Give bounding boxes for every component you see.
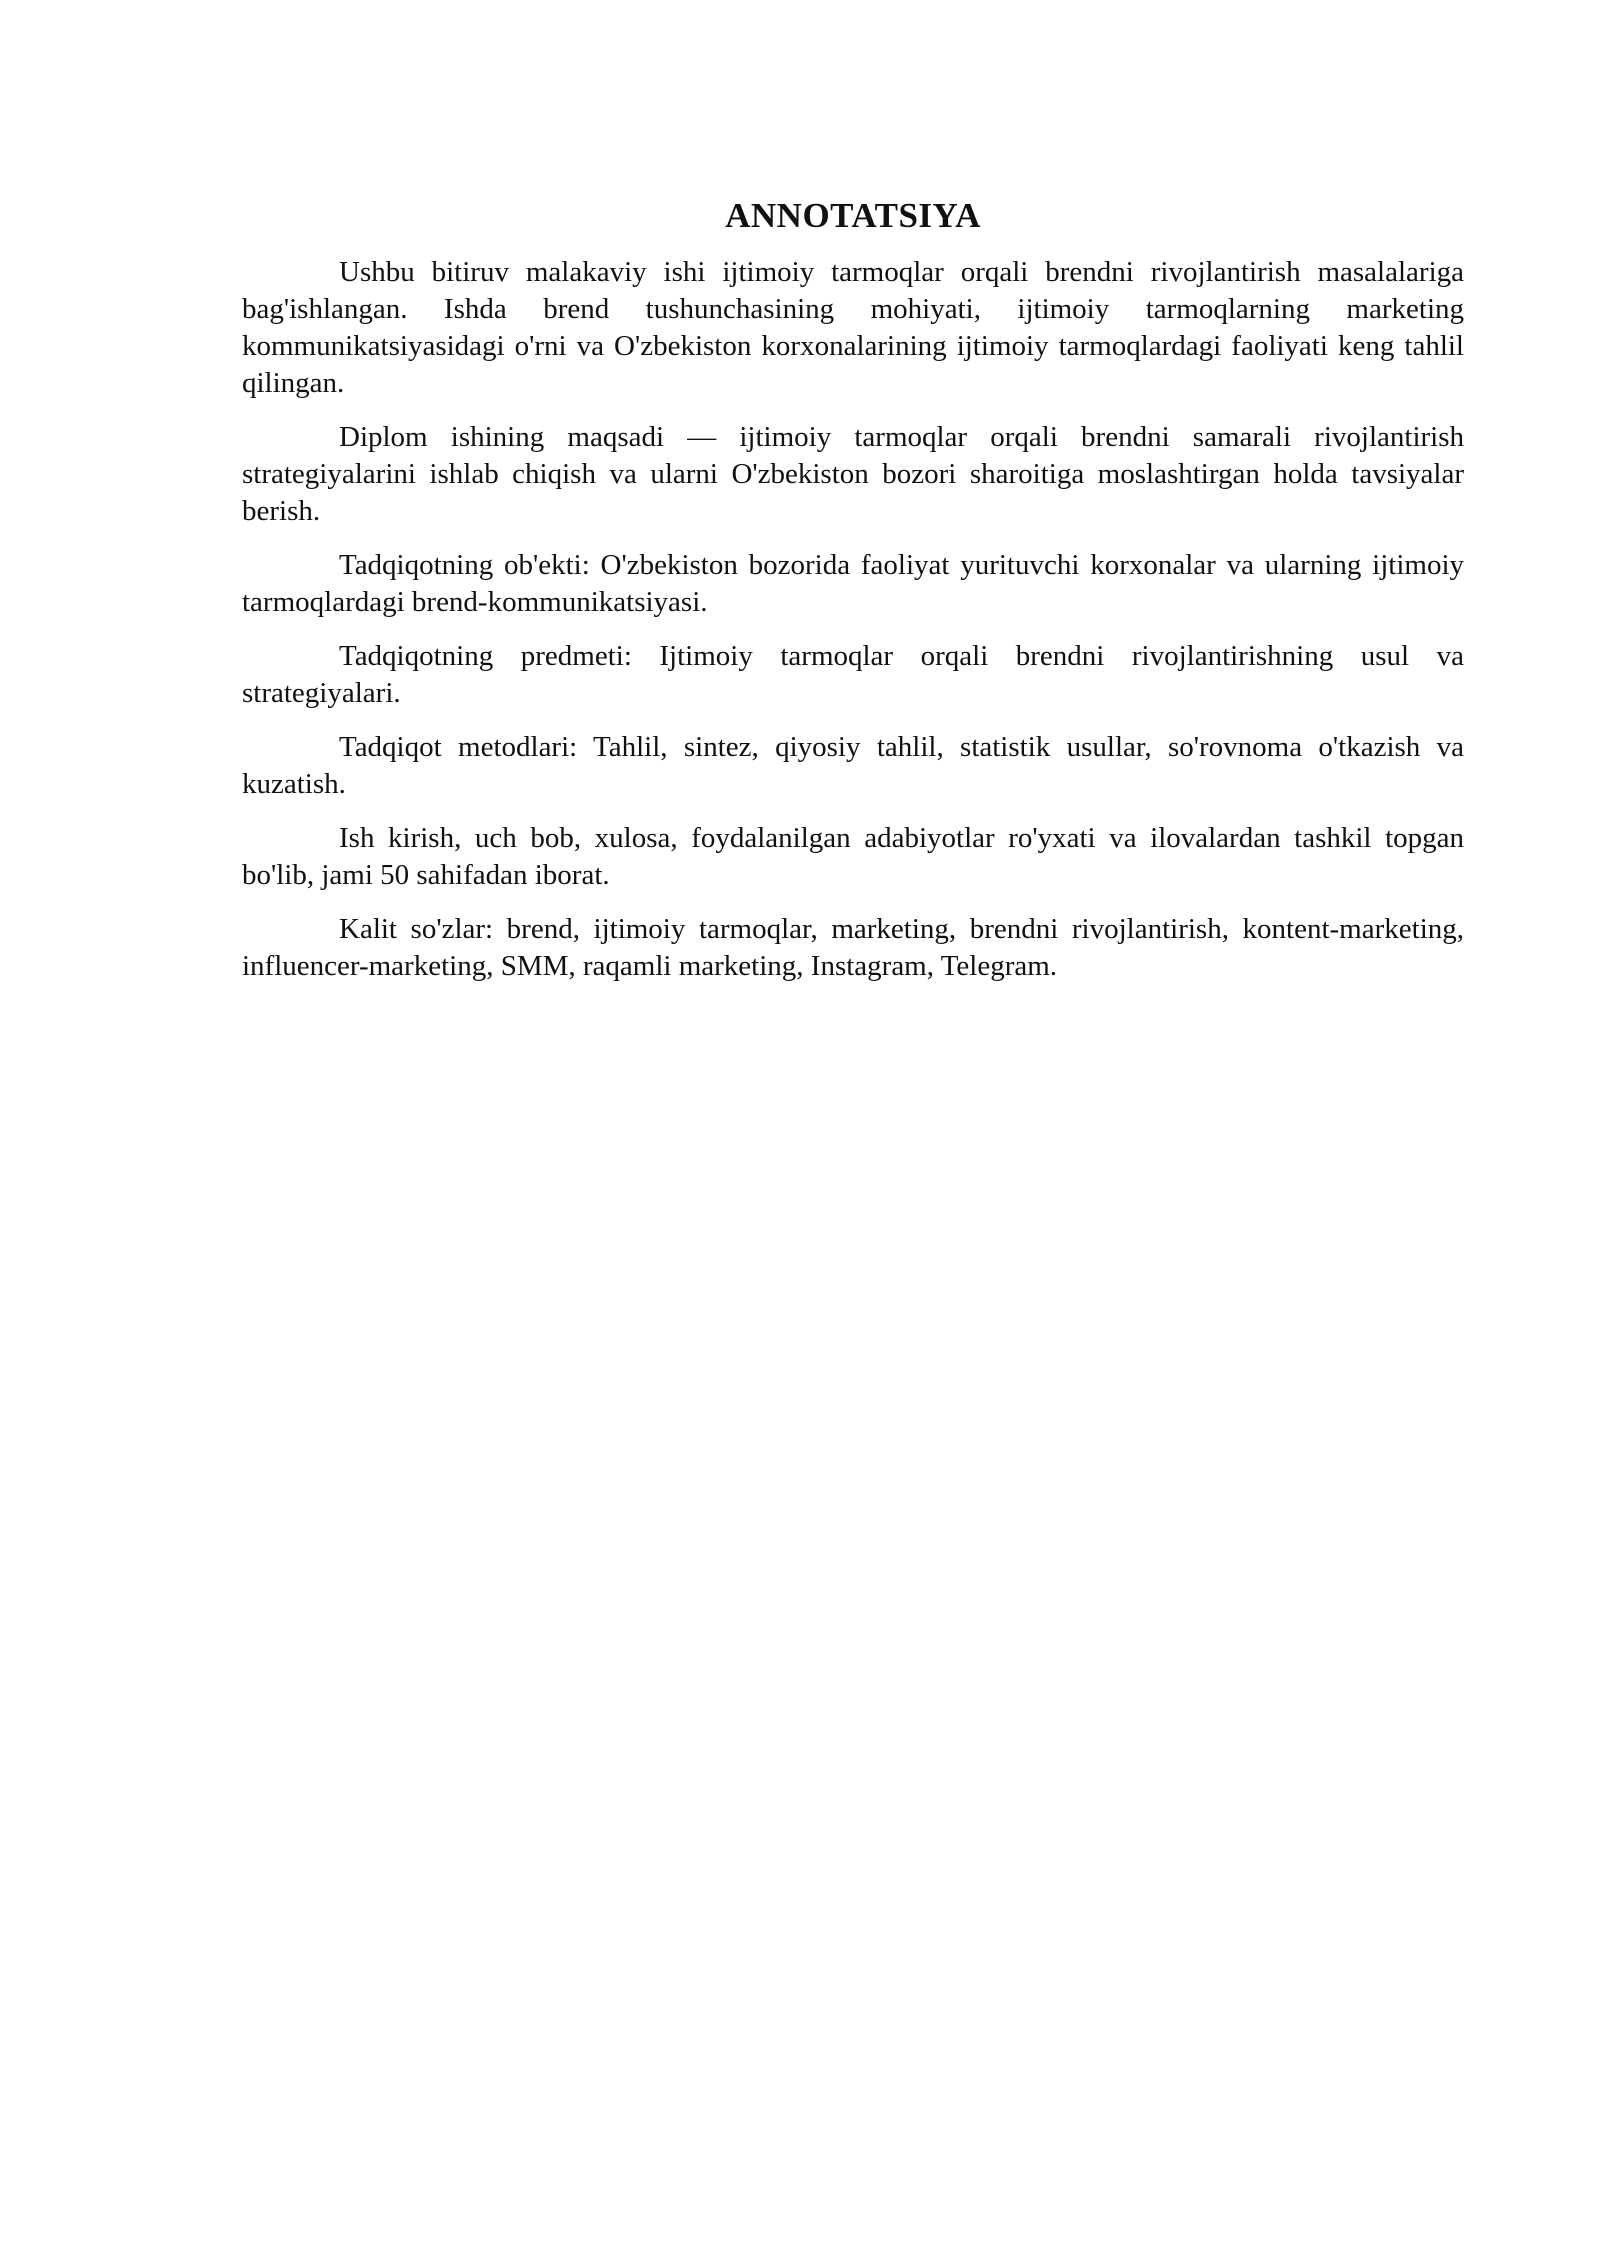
paragraph-goal: Diplom ishining maqsadi — ijtimoiy tarmoqlar orqali brendni samarali rivojlantirish strategiyalarini ishlab chiqish va ularni O'zbekiston bozori sharoitiga moslashtirgan holda tavsiyalar berish. — [242, 421, 1464, 527]
paragraph-keywords: Kalit so'zlar: brend, ijtimoiy tarmoqlar, marketing, brendni rivojlantirish, kontent-marketing, influencer-marketing, SMM, raqamli marketing, Instagram, Telegram. — [242, 913, 1464, 982]
paragraph-object: Tadqiqotning ob'ekti: O'zbekiston bozorida faoliyat yurituvchi korxonalar va ularning ijtimoiy tarmoqlardagi brend-kommunikatsiyasi. — [242, 549, 1464, 618]
paragraph-structure: Ish kirish, uch bob, xulosa, foydalanilgan adabiyotlar ro'yxati va ilovalardan tashkil topgan bo'lib, jami 50 sahifadan iborat. — [242, 822, 1464, 891]
paragraph-methods: Tadqiqot metodlari: Tahlil, sintez, qiyosiy tahlil, statistik usullar, so'rovnoma o'tkazish va kuzatish. — [242, 731, 1464, 800]
paragraph-subject: Tadqiqotning predmeti: Ijtimoiy tarmoqlar orqali brendni rivojlantirishning usul va strategiyalari. — [242, 640, 1464, 709]
paragraph-intro: Ushbu bitiruv malakaviy ishi ijtimoiy tarmoqlar orqali brendni rivojlantirish masalalariga bag'ishlangan. Ishda brend tushunchasining mohiyati, ijtimoiy tarmoqlarning marketing kommunikatsiyasidagi o'rni va O'zbekiston korxonalarining ijtimoiy tarmoqlardagi faoliyati keng tahlil qilingan. — [242, 256, 1464, 399]
document-title: ANNOTATSIYA — [725, 196, 981, 235]
document-body — [242, 192, 1464, 1002]
